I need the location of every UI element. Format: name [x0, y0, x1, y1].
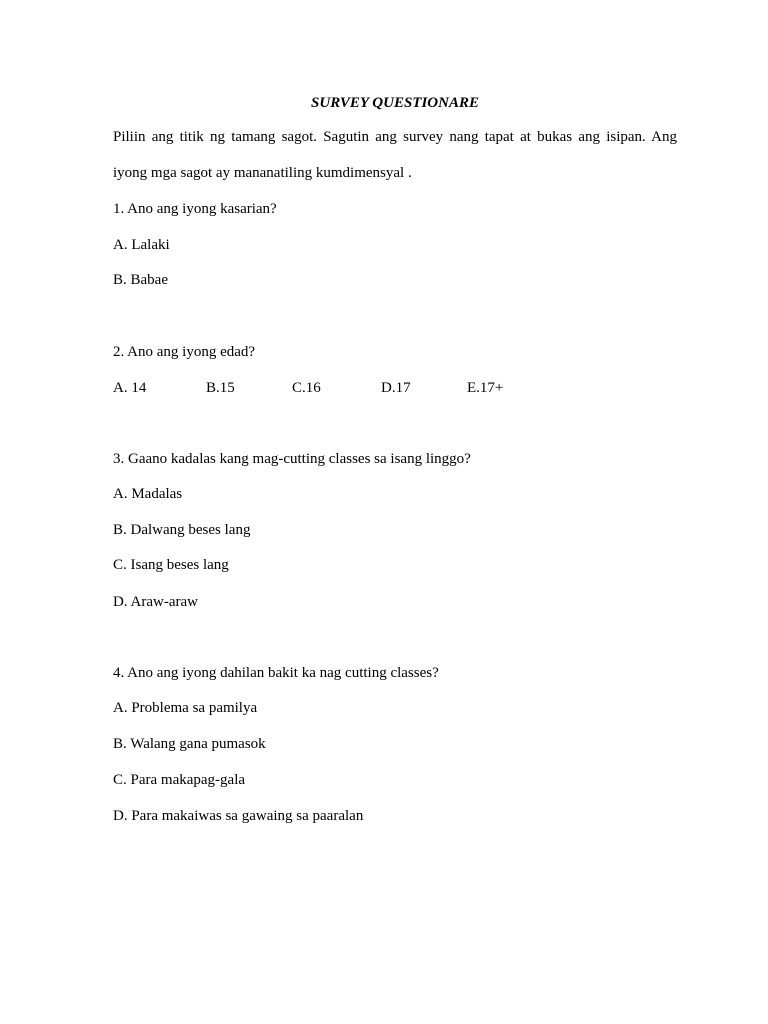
question-4-text: 4. Ano ang iyong dahilan bakit ka nag cutting classes?	[113, 665, 439, 681]
question-3-choice-c: C. Isang beses lang	[113, 557, 229, 573]
question-2-choice-d: D.17	[381, 380, 411, 396]
question-3-choice-b: B. Dalwang beses lang	[113, 522, 251, 538]
question-4-choice-d: D. Para makaiwas sa gawaing sa paaralan	[113, 808, 364, 824]
question-2-choice-a: A. 14	[113, 380, 147, 396]
instructions-paragraph: Piliin ang titik ng tamang sagot. Sagutin ang survey nang tapat at bukas ang isipan. Ang iyong mga sagot ay mananatiling kumdimensyal .	[113, 129, 677, 181]
question-2-choice-c: C.16	[292, 380, 321, 396]
question-3-choice-a: A. Madalas	[113, 486, 183, 502]
question-1-choice-a: A. Lalaki	[113, 237, 170, 253]
question-3-choice-d: D. Araw-araw	[113, 594, 198, 610]
document-title: SURVEY QUESTIONARE	[311, 95, 479, 111]
question-2-text: 2. Ano ang iyong edad?	[113, 344, 256, 360]
question-1-choice-b: B. Babae	[113, 272, 168, 288]
question-1-text: 1. Ano ang iyong kasarian?	[113, 201, 277, 217]
question-4-choice-b: B. Walang gana pumasok	[113, 736, 266, 752]
question-2-choice-b: B.15	[206, 380, 235, 396]
question-3-text: 3. Gaano kadalas kang mag-cutting classes sa isang linggo?	[113, 451, 471, 467]
question-4-choice-a: A. Problema sa pamilya	[113, 700, 258, 716]
question-2-choice-e: E.17+	[467, 380, 504, 396]
question-4-choice-c: C. Para makapag-gala	[113, 772, 246, 788]
